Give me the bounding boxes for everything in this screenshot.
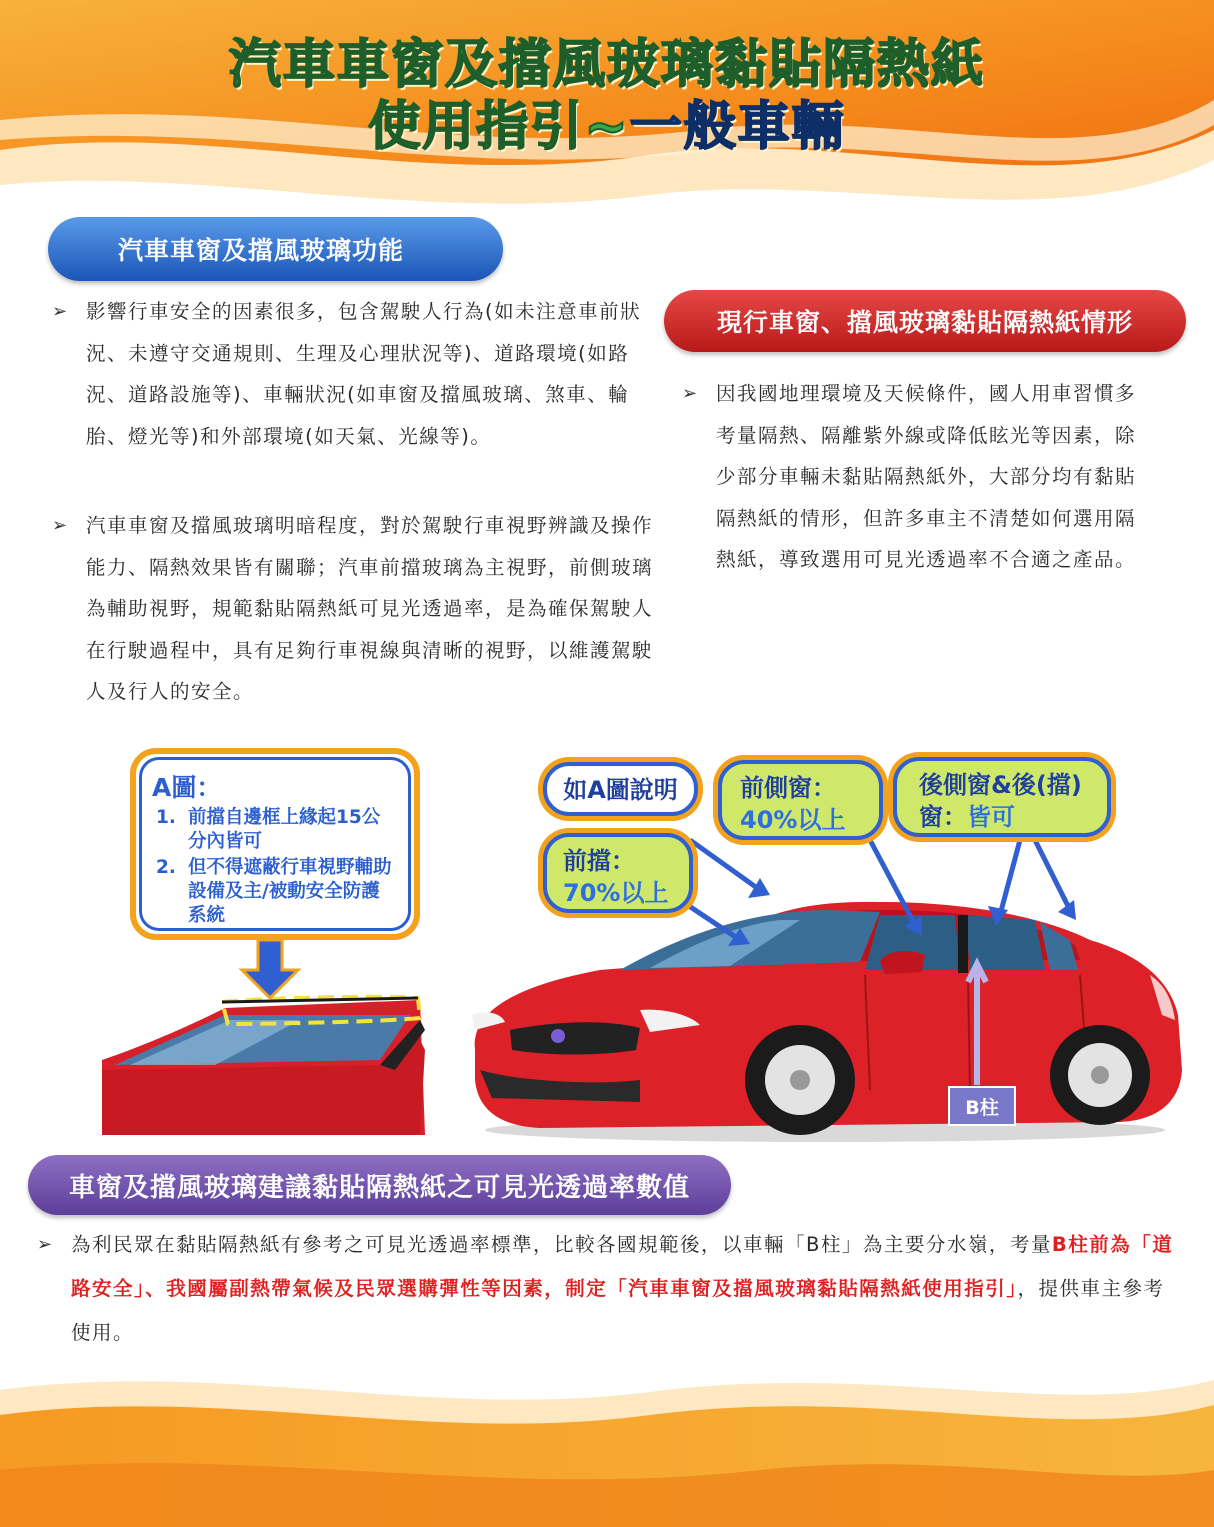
figure-a-item-2-text: 但不得遮蔽行車視野輔助設備及主/被動安全防護系統 xyxy=(188,857,392,926)
bullet-arrow-icon: ➢ xyxy=(37,1234,54,1255)
page-title-prefix: 使用指引~ xyxy=(368,97,630,157)
recommend-bullet xyxy=(37,1223,1181,1355)
function-bullet-1-text: 影響行車安全的因素很多，包含駕駛人行為(如未注意車前狀況、未遵守交通規則、生理及心理狀況等)、道路環境(如路況、道路設施等)、車輛狀況(如車窗及擋風玻璃、煞車、輪胎、燈光等)和外部環境(如天氣、光線等)。 xyxy=(86,300,642,448)
bullet-arrow-icon: ➢ xyxy=(682,383,699,404)
front-side-window-value: 40%以上 xyxy=(740,806,846,834)
rule-reference-bubble: 如A圖說明 xyxy=(543,762,698,816)
recommend-text-highlight: B柱前為「道路安全」、我國屬副熱帶氣候及民眾選購彈性等因素，制定「汽車車窗及擋風玻璃黏貼隔熱紙使用指引」 xyxy=(71,1233,1174,1300)
recommend-text-end: ，提供車主參考使用。 xyxy=(71,1277,1165,1344)
front-windshield-label: 前擋： xyxy=(563,847,635,875)
front-windshield-value: 70%以上 xyxy=(563,879,669,907)
section-heading-function: 汽車車窗及擋風玻璃功能 xyxy=(48,217,503,281)
figure-a-item-2 xyxy=(152,856,398,928)
section-heading-recommend: 車窗及擋風玻璃建議黏貼隔熱紙之可見光透過率數值 xyxy=(28,1155,731,1215)
figure-a-item-1-num: 1. xyxy=(156,807,176,828)
bullet-arrow-icon: ➢ xyxy=(52,515,69,536)
figure-a-item-2-num: 2. xyxy=(156,857,176,878)
front-side-window-bubble xyxy=(718,760,883,840)
recommend-text-plain: 為利民眾在黏貼隔熱紙有參考之可見光透過率標準，比較各國規範後，以車輛「B柱」為主要分水嶺，考量 xyxy=(71,1233,1052,1256)
function-bullet-1 xyxy=(52,291,656,457)
current-bullet-1 xyxy=(682,373,1146,581)
windshield-closeup-illustration xyxy=(102,997,425,1135)
b-pillar-label: B柱 xyxy=(948,1086,1016,1126)
figure-a-callout xyxy=(130,748,420,940)
function-bullet-2-text: 汽車車窗及擋風玻璃明暗程度，對於駕駛行車視野辨識及操作能力、隔熱效果皆有關聯；汽車前擋玻璃為主視野，前側玻璃為輔助視野，規範黏貼隔熱紙可見光透過率，是為確保駕駛人在行駛過程中，具有足夠行車視線與清晰的視野，以維護駕駛人及行人的安全。 xyxy=(86,514,654,704)
red-sedan-illustration xyxy=(472,902,1182,1142)
figure-a-item-1-text: 前擋自邊框上緣起15公分內皆可 xyxy=(188,807,381,852)
page-title-line1: 汽車車窗及擋風玻璃黏貼隔熱紙 xyxy=(228,35,985,95)
front-side-window-label: 前側窗： xyxy=(740,774,836,802)
rear-window-label: 後側窗&後(擋)窗： xyxy=(919,771,1082,831)
bullet-arrow-icon: ➢ xyxy=(52,301,69,322)
figure-a-title: A圖： xyxy=(152,773,222,802)
front-windshield-bubble xyxy=(543,833,693,913)
current-bullet-1-text: 因我國地理環境及天候條件，國人用車習慣多考量隔熱、隔離紫外線或降低眩光等因素，除少部分車輛未黏貼隔熱紙外，大部分均有黏貼隔熱紙的情形，但許多車主不清楚如何選用隔熱紙，導致選用可見光透過率不合適之產品。 xyxy=(716,382,1137,572)
function-bullet-2 xyxy=(52,505,656,713)
figure-a-item-1 xyxy=(152,806,398,854)
page-title-suffix: 一般車輛 xyxy=(629,97,846,157)
rear-window-bubble xyxy=(893,757,1111,837)
page-title-line2 xyxy=(0,84,1214,159)
rear-window-value: 皆可 xyxy=(967,803,1015,831)
section-heading-current: 現行車窗、擋風玻璃黏貼隔熱紙情形 xyxy=(664,290,1186,352)
callout-down-arrow xyxy=(242,940,298,998)
